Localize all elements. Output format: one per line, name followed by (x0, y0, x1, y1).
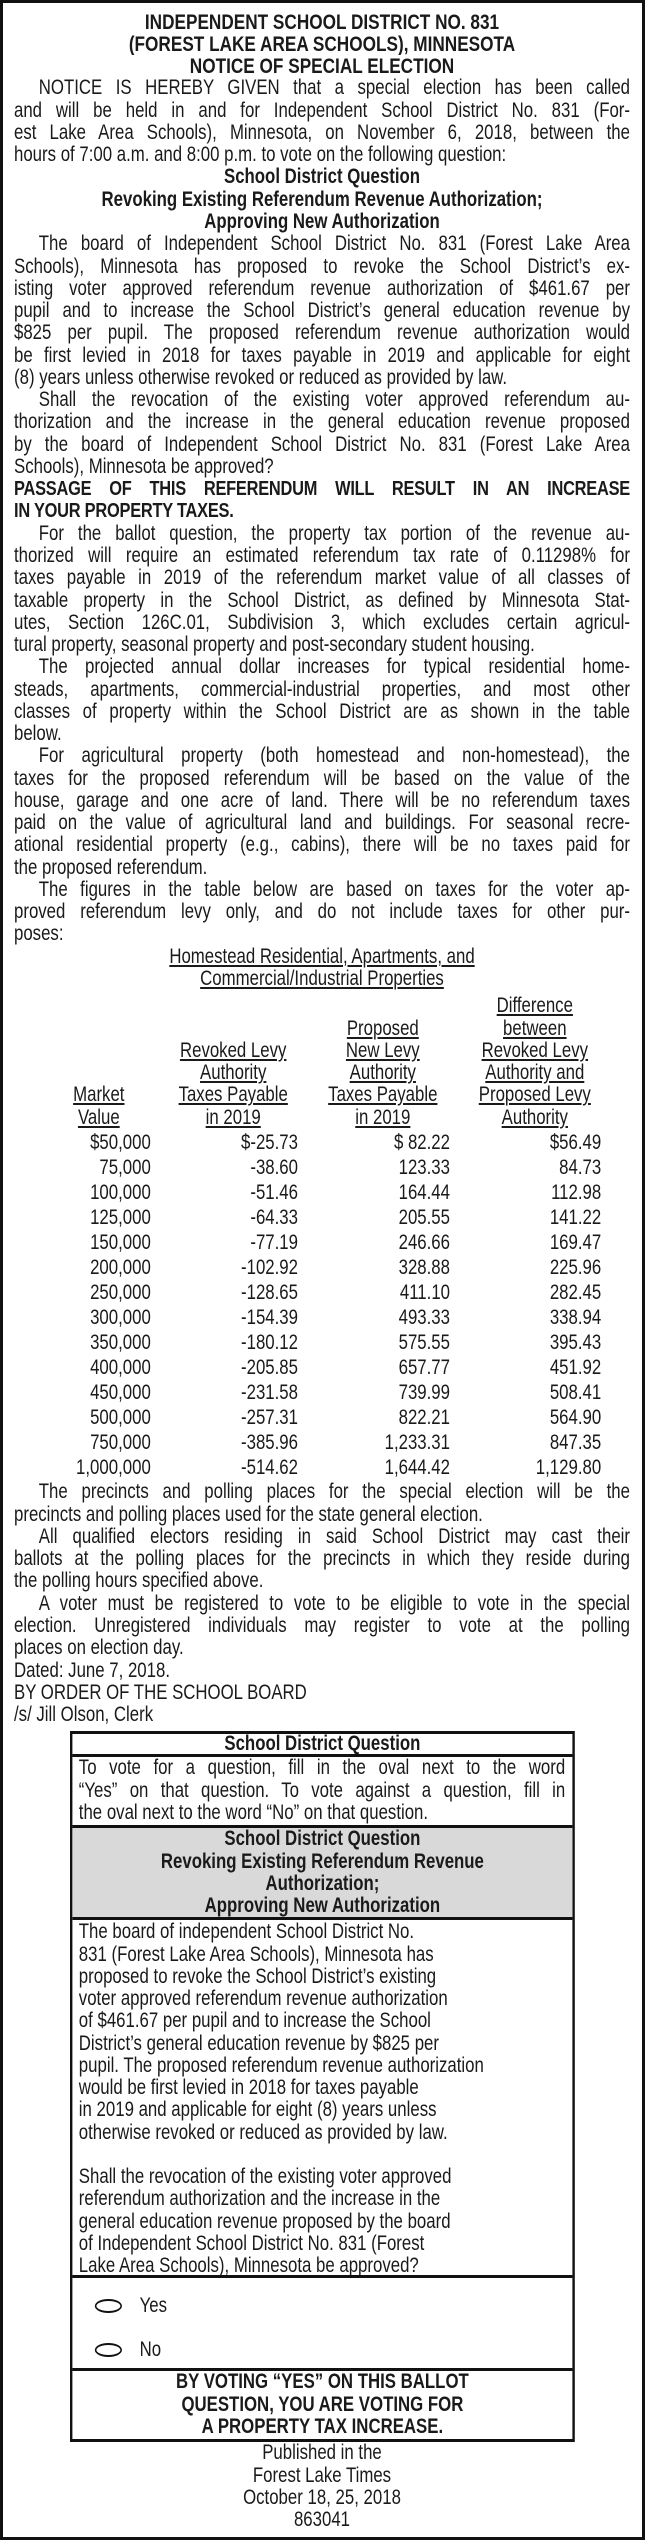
revoked-levy-cell: $-25.73 (241, 1130, 298, 1154)
table-header (14, 995, 630, 1129)
text-line: (8) years unless otherwise revoked or reduced as provided by law. (14, 366, 508, 389)
difference-cell: 451.92 (549, 1355, 602, 1379)
revoked-levy-cell: -257.31 (241, 1405, 298, 1429)
question-text-line: of Independent School District No. 831 (Forest (78, 2233, 425, 2256)
caption-line: Homestead Residential, Apartments, and (169, 945, 475, 968)
registration-paragraph (14, 1593, 630, 1660)
difference-cell: 112.98 (551, 1180, 602, 1204)
question-text-line: in 2019 and applicable for eight (8) years unless (78, 2099, 437, 2122)
text-line: All qualified electors residing in said School District may cast their (38, 1525, 630, 1548)
ballot-question-title (72, 1828, 572, 1920)
option-yes[interactable] (72, 2295, 232, 2317)
text-line: and will be held in and for Independent School District No. 831 (For- (14, 99, 630, 122)
question-title-line: Revoking Existing Referendum Revenue (160, 1850, 484, 1873)
publication-line: 863041 (293, 2509, 351, 2532)
table-row (14, 1255, 630, 1280)
revoked-levy-cell: -38.60 (250, 1155, 298, 1179)
table-row (14, 1430, 630, 1455)
projected-increase-paragraph (14, 656, 630, 745)
text-line: taxes for the proposed referendum will be based on the value of the (14, 767, 630, 790)
question-text-line: general education revenue proposed by the board (78, 2210, 451, 2233)
text-line: taxable property in the School District, as defined by Minnesota Stat- (14, 589, 630, 612)
ballot-header-text: School District Question (224, 1734, 421, 1755)
text-line: $825 per pupil. The proposed referendum revenue authorization would (14, 322, 630, 345)
tax-table-body (14, 1130, 630, 1480)
text-line: steads, apartments, commercial-industrial properties, and most other (14, 678, 630, 701)
header-line: New Levy (345, 1039, 420, 1062)
ballot-question-text (72, 1920, 572, 2278)
text-line: est Lake Area Schools), Minnesota, on November 6, 2018, between the (14, 121, 630, 144)
option-label: Yes (139, 2294, 168, 2318)
difference-cell: 847.35 (549, 1430, 602, 1454)
text-line: utes, Section 126C.01, Subdivision 3, which excludes certain agricul- (14, 611, 630, 634)
question-title-line: Authorization; (265, 1872, 380, 1895)
question-text-line: The board of independent School District No. (78, 1921, 415, 1944)
intro-paragraph (14, 77, 630, 166)
question-text-line: District’s general education revenue by $825 per (78, 2032, 439, 2055)
proposed-levy-cell: 164.44 (398, 1180, 450, 1204)
table-row (14, 1405, 630, 1430)
difference-cell: $56.49 (549, 1130, 602, 1154)
ballot-header (72, 1734, 572, 1757)
ballot-instructions (72, 1757, 572, 1828)
text-line: The projected annual dollar increases for typical residential home- (38, 656, 630, 679)
revoked-levy-cell: -231.58 (241, 1380, 298, 1404)
header-line: Proposed (346, 1017, 419, 1040)
question-text-line: Shall the revocation of the existing voter approved (78, 2166, 452, 2189)
market-value-cell: 1,000,000 (76, 1455, 151, 1479)
difference-cell: 84.73 (559, 1155, 602, 1179)
table-row (14, 1280, 630, 1305)
agricultural-paragraph (14, 745, 630, 879)
proposed-levy-cell: 575.55 (398, 1330, 450, 1354)
difference-cell: 564.90 (549, 1405, 602, 1429)
precincts-paragraph (14, 1481, 630, 1526)
revoked-levy-cell: -51.46 (250, 1180, 298, 1204)
revoked-levy-cell: -64.33 (250, 1205, 298, 1229)
proposed-levy-cell: 1,233.31 (384, 1430, 450, 1454)
header-line: Taxes Payable (328, 1084, 438, 1107)
header-line: Value (77, 1106, 120, 1129)
market-value-cell: 750,000 (90, 1430, 151, 1454)
text-line: Shall the revocation of the existing voter approved referendum au- (38, 389, 630, 412)
proposed-levy-cell: 1,644.42 (384, 1455, 450, 1479)
question-title-line: Approving New Authorization (204, 1895, 441, 1918)
market-value-cell: 450,000 (90, 1380, 151, 1404)
closing-block (14, 1660, 630, 1727)
difference-cell: 338.94 (549, 1305, 602, 1329)
warning-line: A PROPERTY TAX INCREASE. (201, 2415, 444, 2438)
text-line: poses: (14, 923, 64, 946)
header-proposed-levy (303, 1018, 463, 1129)
text-line: ballots at the polling places for the precincts in which they reside during (14, 1548, 630, 1571)
difference-cell: 508.41 (549, 1380, 602, 1404)
header-line: Proposed Levy (478, 1084, 591, 1107)
text-line: proved referendum levy only, and do not include taxes for other pur- (14, 901, 630, 924)
option-label: No (139, 2338, 162, 2362)
text-line: For agricultural property (both homestead and non-homestead), the (38, 745, 630, 768)
header-line: Revoked Levy (179, 1039, 287, 1062)
notice-title (14, 11, 630, 78)
oval-icon[interactable] (95, 2343, 122, 2357)
header-line: Market (73, 1084, 125, 1107)
closing-line: Dated: June 7, 2018. (14, 1659, 170, 1682)
market-value-cell: 500,000 (90, 1405, 151, 1429)
question-text-line: otherwise revoked or reduced as provided by law. (78, 2121, 448, 2144)
header-line: Authority (349, 1062, 416, 1085)
proposed-levy-cell: 822.21 (398, 1405, 450, 1429)
market-value-cell: 250,000 (90, 1280, 151, 1304)
revoked-levy-cell: -385.96 (241, 1430, 298, 1454)
revoked-levy-cell: -102.92 (241, 1255, 298, 1279)
table-row (14, 1305, 630, 1330)
text-line: Schools), Minnesota be approved? (14, 455, 274, 478)
question-text-line: would be first levied in 2018 for taxes payable (78, 2077, 419, 2100)
publication-line: October 18, 25, 2018 (243, 2486, 401, 2509)
electors-paragraph (14, 1526, 630, 1593)
header-line: Difference (496, 995, 573, 1018)
text-line: the polling hours specified above. (14, 1570, 264, 1593)
warning-line: BY VOTING “YES” ON THIS BALLOT (176, 2371, 469, 2394)
text-line: ational residential property (e.g., cabins), there will be no taxes paid for (14, 834, 630, 857)
table-row (14, 1205, 630, 1230)
header-revoked-levy (153, 1040, 313, 1129)
difference-cell: 141.22 (549, 1205, 602, 1229)
text-line: thorization and the increase in the general education revenue proposed (14, 411, 630, 434)
header-line: Authority (200, 1062, 267, 1085)
table-row (14, 1455, 630, 1480)
market-value-cell: 100,000 (90, 1180, 151, 1204)
proposed-levy-cell: 411.10 (399, 1280, 450, 1304)
text-line: house, garage and one acre of land. There will be no referendum taxes (14, 789, 630, 812)
header-line: Revoked Levy (481, 1039, 589, 1062)
text-line: hours of 7:00 a.m. and 8:00 p.m. to vote on the following question: (14, 144, 507, 167)
market-value-cell: 300,000 (90, 1305, 151, 1329)
table-row (14, 1380, 630, 1405)
proposed-levy-cell: 246.66 (398, 1230, 450, 1254)
difference-cell: 169.47 (549, 1230, 602, 1254)
market-value-cell: 150,000 (90, 1230, 151, 1254)
revoked-levy-cell: -128.65 (241, 1280, 298, 1304)
header-line: between (503, 1017, 567, 1040)
question-text-line: pupil. The proposed referendum revenue authorization (78, 2054, 484, 2077)
market-value-cell: $50,000 (90, 1130, 151, 1154)
closing-line: /s/ Jill Olson, Clerk (14, 1704, 154, 1727)
question-text-line: proposed to revoke the School District’s existing (78, 1965, 437, 1988)
table-row (14, 1355, 630, 1380)
question-text-line: Lake Area Schools), Minnesota be approved? (78, 2255, 419, 2278)
warning-line: PASSAGE OF THIS REFERENDUM WILL RESULT IN AN INCREASE (14, 478, 630, 501)
heading-line: Approving New Authorization (204, 210, 440, 233)
text-line: the proposed referendum. (14, 856, 208, 879)
heading-line: Revoking Existing Referendum Revenue Authorization; (101, 188, 543, 211)
closing-line: BY ORDER OF THE SCHOOL BOARD (14, 1681, 307, 1704)
caption-line: Commercial/Industrial Properties (200, 968, 444, 991)
revoked-levy-cell: -154.39 (241, 1305, 298, 1329)
figures-paragraph (14, 879, 630, 946)
oval-icon[interactable] (95, 2299, 122, 2313)
market-value-cell: 200,000 (90, 1255, 151, 1279)
header-line: in 2019 (205, 1106, 261, 1129)
difference-cell: 225.96 (549, 1255, 602, 1279)
ballot-options (72, 2278, 572, 2371)
market-value-cell: 400,000 (90, 1355, 151, 1379)
header-difference (455, 995, 615, 1129)
proposed-levy-cell: 123.33 (398, 1155, 450, 1179)
difference-cell: 1,129.80 (535, 1455, 602, 1479)
title-line: NOTICE OF SPECIAL ELECTION (189, 55, 455, 78)
table-row (14, 1155, 630, 1180)
tax-rate-paragraph (14, 523, 630, 657)
header-line: in 2019 (355, 1106, 411, 1129)
instruction-line: the oval next to the word “No” on that question. (78, 1801, 429, 1824)
table-row (14, 1180, 630, 1205)
market-value-cell: 125,000 (90, 1205, 151, 1229)
question-text-line (79, 2144, 566, 2166)
proposed-levy-cell: 739.99 (398, 1380, 450, 1404)
text-line: precincts and polling places used for the state general election. (14, 1503, 483, 1526)
revoked-levy-cell: -180.12 (241, 1330, 298, 1354)
table-row (14, 1230, 630, 1255)
market-value-cell: 75,000 (99, 1155, 151, 1179)
question-title-line: School District Question (224, 1828, 421, 1851)
text-line: paid on the value of agricultural land and buildings. For seasonal recre- (14, 812, 630, 835)
proposed-levy-cell: 328.88 (398, 1255, 450, 1279)
question-text-line: of $461.67 per pupil and to increase the School (78, 2010, 431, 2033)
text-line: election. Unregistered individuals may register to vote at the polling (14, 1614, 630, 1637)
text-line: be first levied in 2018 for taxes payable in 2019 and applicable for eight (14, 344, 630, 367)
sample-ballot (70, 1731, 575, 2442)
option-no[interactable] (72, 2339, 232, 2361)
question-text-line: voter approved referendum revenue authorization (78, 1988, 448, 2011)
question-text-line: referendum authorization and the increase in the (78, 2188, 441, 2211)
text-line: The precincts and polling places for the special election will be the (38, 1481, 630, 1504)
ballot-tax-warning (72, 2371, 572, 2439)
publication-line: Published in the (262, 2442, 382, 2465)
notice-body (14, 11, 630, 2532)
proposed-levy-cell: 493.33 (398, 1305, 450, 1329)
proposed-levy-cell: $ 82.22 (393, 1130, 450, 1154)
text-line: isting voter approved referendum revenue authorization of $461.67 per (14, 277, 630, 300)
text-line: A voter must be registered to vote to be eligible to vote in the special (38, 1592, 630, 1615)
text-line: tural property, seasonal property and post-secondary student housing. (14, 634, 535, 657)
text-line: below. (14, 723, 62, 746)
market-value-cell: 350,000 (90, 1330, 151, 1354)
table-row (14, 1330, 630, 1355)
text-line: Schools), Minnesota has proposed to revoke the School District’s ex- (14, 255, 630, 278)
table-row (14, 1130, 630, 1155)
title-line: (FOREST LAKE AREA SCHOOLS), MINNESOTA (128, 32, 516, 56)
text-line: NOTICE IS HEREBY GIVEN that a special election has been called (38, 77, 630, 100)
text-line: taxes payable in 2019 of the referendum market value of all classes of (14, 567, 630, 590)
difference-cell: 282.45 (549, 1280, 602, 1304)
instruction-line: To vote for a question, fill in the oval next to the word (78, 1757, 566, 1780)
warning-line: QUESTION, YOU ARE VOTING FOR (181, 2393, 464, 2416)
question-paragraph (14, 389, 630, 478)
table-caption (14, 946, 630, 991)
title-line: INDEPENDENT SCHOOL DISTRICT NO. 831 (144, 10, 500, 33)
tax-increase-warning (14, 478, 630, 523)
header-line: Authority (501, 1106, 568, 1129)
board-proposal-paragraph (14, 233, 630, 389)
publication-info (14, 2442, 630, 2531)
heading-line: School District Question (223, 166, 421, 189)
revoked-levy-cell: -205.85 (241, 1355, 298, 1379)
text-line: classes of property within the School District are as shown in the table (14, 700, 630, 723)
proposed-levy-cell: 657.77 (398, 1355, 450, 1379)
text-line: places on election day. (14, 1637, 184, 1660)
revoked-levy-cell: -514.62 (241, 1455, 298, 1479)
text-line: pupil and to increase the School District’s general education revenue by (14, 300, 630, 323)
question-text-line: 831 (Forest Lake Area Schools), Minnesota has (78, 1943, 434, 1966)
revoked-levy-cell: -77.19 (250, 1230, 298, 1254)
warning-line: IN YOUR PROPERTY TAXES. (14, 500, 234, 523)
header-line: Authority and (485, 1062, 585, 1085)
text-line: The board of Independent School District No. 831 (Forest Lake Area (38, 233, 630, 256)
text-line: The figures in the table below are based on taxes for the voter ap- (38, 878, 630, 901)
text-line: by the board of Independent School District No. 831 (Forest Lake Area (14, 433, 630, 456)
header-line: Taxes Payable (178, 1084, 288, 1107)
question-heading (14, 166, 630, 233)
difference-cell: 395.43 (549, 1330, 602, 1354)
publication-line: Forest Lake Times (252, 2464, 392, 2487)
text-line: thorized will require an estimated referendum tax rate of 0.11298% for (14, 544, 630, 567)
proposed-levy-cell: 205.55 (398, 1205, 450, 1229)
text-line: For the ballot question, the property tax portion of the revenue au- (38, 522, 630, 545)
instruction-line: “Yes” on that question. To vote against a question, fill in (78, 1779, 566, 1802)
